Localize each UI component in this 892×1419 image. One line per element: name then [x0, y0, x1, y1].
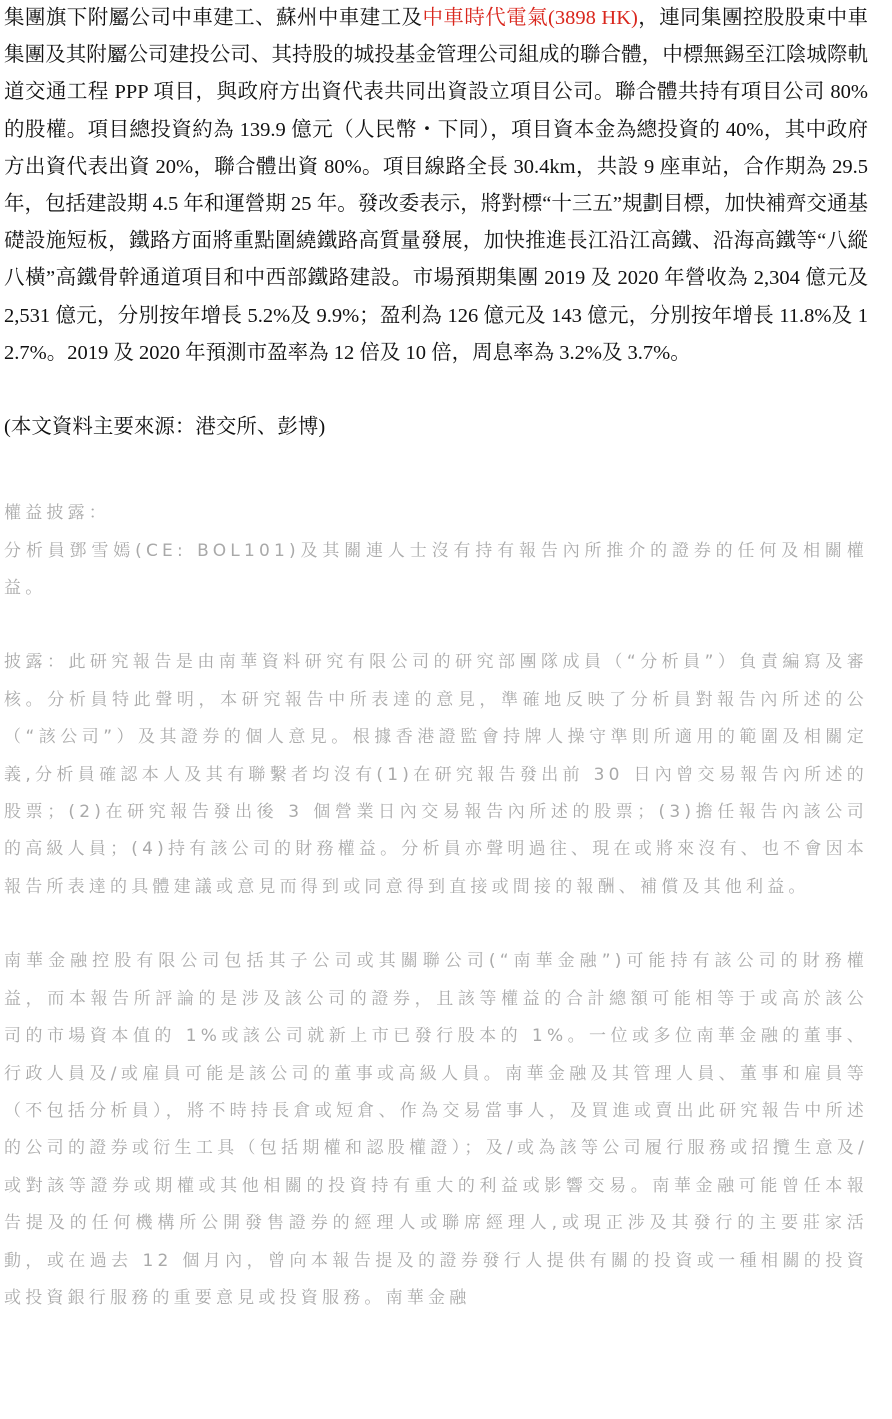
document-page	[4, 0, 868, 1317]
paragraph-lead-text: 集團旗下附屬公司中車建工、蘇州中車建工及	[4, 7, 423, 29]
company-highlight-link[interactable]: 中車時代電氣(3898 HK)	[422, 7, 638, 29]
interest-disclosure-title: 權益披露：	[4, 503, 110, 524]
analyst-disclosure: 披露：此研究報告是由南華資料研究有限公司的研究部團隊成員（“分析員”）負責編寫及審核。分析員特此聲明，本研究報告中所表達的意見，準確地反映了分析員對報告內所述的公（“該公司”）及其證券的個人意見。根據香港證監會持牌人操守準則所適用的範圍及相關定義,分析員確認本人及其有聯繫者均沒有(1)在研究報告發出前 30 日內曾交易報告內所述的股票；(2)在研究報告發出後 3 個營業日內交易報告內所述的股票；(3)擔任報告內該公司的高級人員；(4)持有該公司的財務權益。分析員亦聲明過往、現在或將來沒有、也不會因本報告所表達的具體建議或意見而得到或同意得到直接或間接的報酬、補償及其他利益。	[4, 652, 868, 897]
source-note: (本文資料主要來源：港交所、彭博)	[4, 416, 326, 439]
interest-disclosure-text: 分析員鄧雪嫣(CE: BOL101)及其關連人士沒有持有報告內所推介的證券的任何及相關權益。	[4, 540, 868, 599]
article-paragraph	[4, 0, 868, 372]
paragraph-body-text: ，連同集團控股股東中車集團及其附屬公司建投公司、其持股的城投基金管理公司組成的聯合體，中標無錫至江陰城際軌道交通工程 PPP 項目，與政府方出資代表共同出資設立項目公司。聯合體共持有項目公司 80%的股權。項目總投資約為 139.9 億元（人民幣・下同），項目資本金為總投資的 40%，其中政府方出資代表出資 20%，聯合體出資 80%。項目線路全長 30.4km，共設 9 座車站，合作期為 29.5 年，包括建設期 4.5 年和運營期 25 年。發改委表示，將對標“十三五”規劃目標，加快補齊交通基礎設施短板，鐵路方面將重點圍繞鐵路高質量發展，加快推進長江沿江高鐵、沿海高鐵等“八縱八橫”高鐵骨幹通道項目和中西部鐵路建設。市場預期集團 2019 及 2020 年營收為 2,304 億元及 2,531 億元，分別按年增長 5.2%及 9.9%；盈利為 126 億元及 143 億元，分別按年增長 11.8%及 12.7%。2019 及 2020 年預測市盈率為 12 倍及 10 倍，周息率為 3.2%及 3.7%。	[4, 7, 869, 364]
interest-disclosure	[4, 495, 868, 607]
group-disclosure: 南華金融控股有限公司包括其子公司或其關聯公司(“南華金融”)可能持有該公司的財務權益，而本報告所評論的是涉及該公司的證券，且該等權益的合計總額可能相等于或高於該公司的市場資本值的 1%或該公司就新上市已發行股本的 1%。一位或多位南華金融的董事、行政人員及/或雇員可能是該公司的董事或高級人員。南華金融及其管理人員、董事和雇員等（不包括分析員），將不時持長倉或短倉、作為交易當事人，及買進或賣出此研究報告中所述的公司的證券或衍生工具（包括期權和認股權證）；及/或為該等公司履行服務或招攬生意及/或對該等證券或期權或其他相關的投資持有重大的利益或影響交易。南華金融可能曾任本報告提及的任何機構所公開發售證券的經理人或聯席經理人,或現正涉及其發行的主要莊家活動，或在過去 12 個月內，曾向本報告提及的證券發行人提供有關的投資或一種相關的投資或投資銀行服務的重要意見或投資服務。南華金融	[4, 951, 868, 1308]
